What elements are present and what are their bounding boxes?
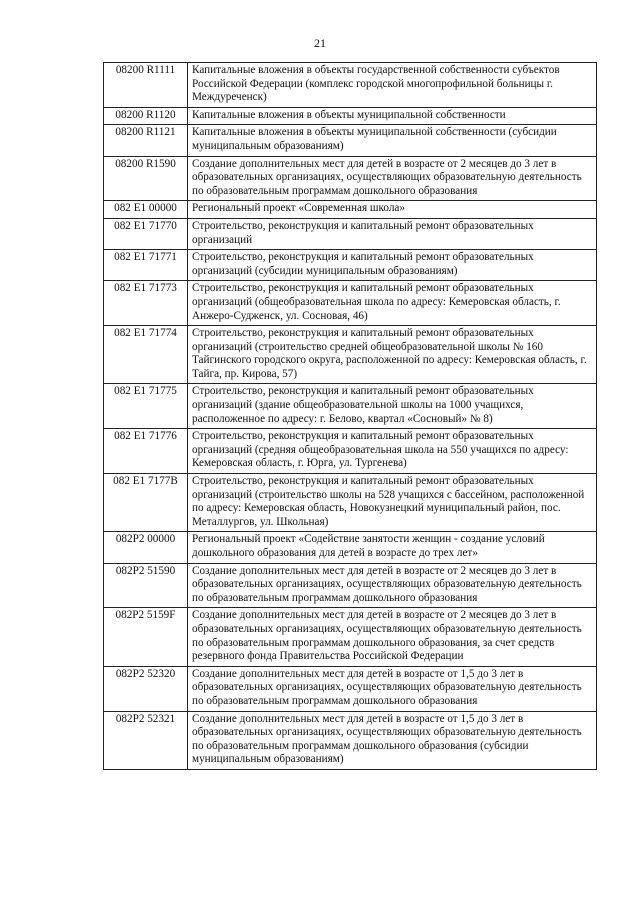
description-cell: Строительство, реконструкция и капитальный ремонт образовательных организаций (строительство средней общеобразовательной школы № 160 Тайгинского городского округа, расположенной по адресу: Кемеровская область, г. Тайга, пр. Кирова, 57) — [188, 326, 597, 384]
description-cell: Строительство, реконструкция и капитальный ремонт образовательных организаций (здание общеобразовательной школы на 1000 учащихся, расположенное по адресу: г. Белово, квартал «Сосновый» № 8) — [188, 384, 597, 429]
code-cell: 082 E1 7177B — [104, 474, 188, 532]
code-cell: 08200 R1121 — [104, 125, 188, 156]
table-row — [104, 63, 597, 108]
code-cell: 082 E1 71773 — [104, 281, 188, 326]
table-row — [104, 326, 597, 384]
description-cell: Создание дополнительных мест для детей в возрасте от 1,5 до 3 лет в образовательных организациях, осуществляющих образовательную деятельность по образовательным программам дошкольного образования — [188, 666, 597, 711]
description-cell: Создание дополнительных мест для детей в возрасте от 2 месяцев до 3 лет в образовательных организациях, осуществляющих образовательную деятельность по образовательным программам дошкольного образования, за счет средств резервного фонда Правительства Российской Федерации — [188, 608, 597, 666]
table-row — [104, 429, 597, 474]
description-cell: Региональный проект «Содействие занятости женщин - создание условий дошкольного образования для детей в возрасте до трех лет» — [188, 532, 597, 563]
table-row — [104, 156, 597, 201]
code-cell: 082P2 00000 — [104, 532, 188, 563]
description-cell: Строительство, реконструкция и капитальный ремонт образовательных организаций (субсидии муниципальным образованиям) — [188, 250, 597, 281]
page-number: 21 — [314, 36, 326, 50]
description-cell: Строительство, реконструкция и капитальный ремонт образовательных организаций — [188, 218, 597, 249]
code-cell: 082P2 51590 — [104, 563, 188, 608]
budget-code-table — [103, 62, 597, 770]
table-row — [104, 474, 597, 532]
code-cell: 082P2 52320 — [104, 666, 188, 711]
description-cell: Капитальные вложения в объекты государственной собственности субъектов Российской Федерации (комплекс городской многопрофильной больницы г. Междуреченск) — [188, 63, 597, 108]
table-row — [104, 711, 597, 769]
table-row — [104, 666, 597, 711]
code-cell: 08200 R1111 — [104, 63, 188, 108]
table-row — [104, 107, 597, 125]
table-row — [104, 250, 597, 281]
code-cell: 082 E1 71776 — [104, 429, 188, 474]
code-cell: 08200 R1120 — [104, 107, 188, 125]
table-row — [104, 201, 597, 219]
table-row — [104, 532, 597, 563]
table-row — [104, 125, 597, 156]
code-cell: 082P2 5159F — [104, 608, 188, 666]
description-cell: Создание дополнительных мест для детей в возрасте от 2 месяцев до 3 лет в образовательных организациях, осуществляющих образовательную деятельность по образовательным программам дошкольного образования — [188, 563, 597, 608]
description-cell: Строительство, реконструкция и капитальный ремонт образовательных организаций (общеобразовательная школа по адресу: Кемеровская область, г. Анжеро-Судженск, ул. Сосновая, 46) — [188, 281, 597, 326]
code-cell: 082 E1 71774 — [104, 326, 188, 384]
code-cell: 082P2 52321 — [104, 711, 188, 769]
table-row — [104, 563, 597, 608]
table-row — [104, 384, 597, 429]
description-cell: Региональный проект «Современная школа» — [188, 201, 597, 219]
description-cell: Капитальные вложения в объекты муниципальной собственности (субсидии муниципальным образованиям) — [188, 125, 597, 156]
code-cell: 08200 R1590 — [104, 156, 188, 201]
code-cell: 082 E1 71771 — [104, 250, 188, 281]
description-cell: Капитальные вложения в объекты муниципальной собственности — [188, 107, 597, 125]
code-cell: 082 E1 71770 — [104, 218, 188, 249]
description-cell: Создание дополнительных мест для детей в возрасте от 2 месяцев до 3 лет в образовательных организациях, осуществляющих образовательную деятельность по образовательным программам дошкольного образования — [188, 156, 597, 201]
code-cell: 082 E1 71775 — [104, 384, 188, 429]
description-cell: Строительство, реконструкция и капитальный ремонт образовательных организаций (строительство школы на 528 учащихся с бассейном, расположенной по адресу: Кемеровская область, Новокузнецкий муниципальный район, пос. Металлургов, ул. Школьная) — [188, 474, 597, 532]
table-row — [104, 608, 597, 666]
description-cell: Создание дополнительных мест для детей в возрасте от 1,5 до 3 лет в образовательных организациях, осуществляющих образовательную деятельность по образовательным программам дошкольного образования (субсидии муниципальным образованиям) — [188, 711, 597, 769]
table-row — [104, 281, 597, 326]
table-row — [104, 218, 597, 249]
code-cell: 082 E1 00000 — [104, 201, 188, 219]
description-cell: Строительство, реконструкция и капитальный ремонт образовательных организаций (средняя общеобразовательная школа на 550 учащихся по адресу: Кемеровская область, г. Юрга, ул. Тургенева) — [188, 429, 597, 474]
